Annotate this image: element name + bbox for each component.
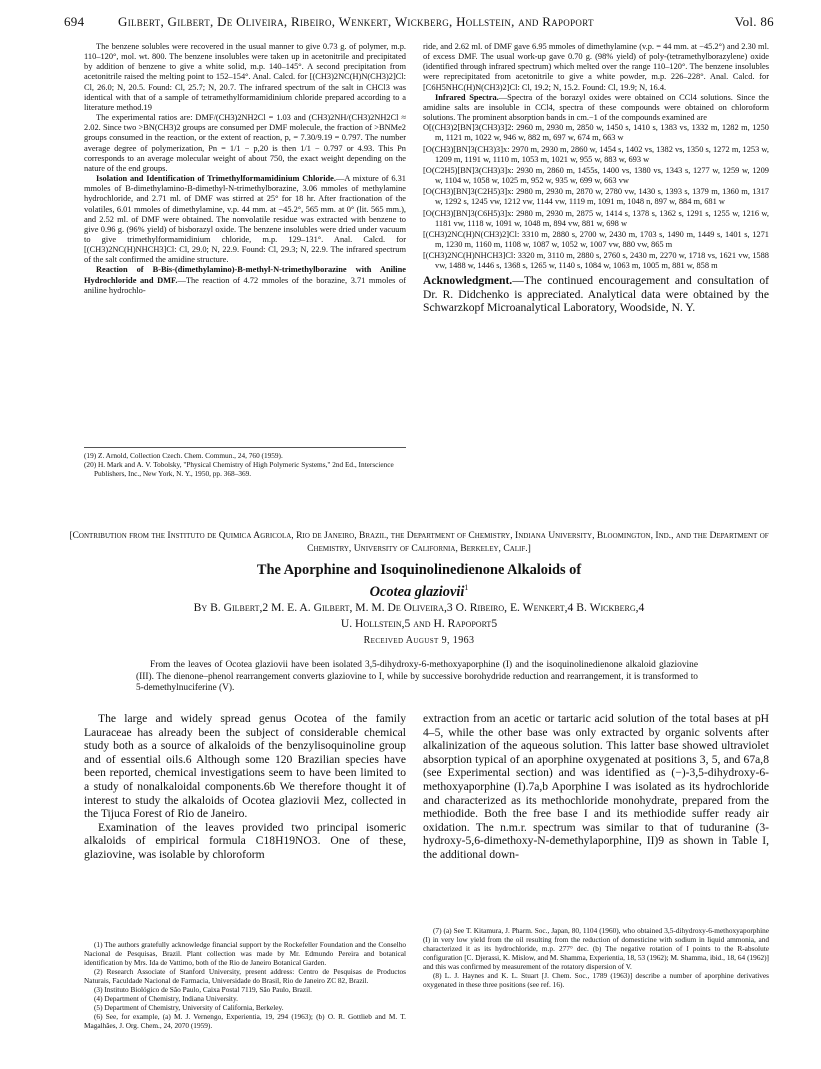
section-text: —A mixture of 6.31 mmoles of B-dimethylamino-B-dimethyl-N-trimethylborazine, 3.06 mmoles of methylamine hydrochloride, and 2.71 ml. of DMF was stirred at 25° for 18 hr. After fractionation of the volatiles, 6.01 mmoles of dimethylamine, v.p. 44 mm. at −45.2°, 565 mm. at 0° (lit. 565 mm.), and 2.52 ml. of DMF were obtained. The nonvolatile residue was extracted with benzene to give 0.96 g. (96% yield) of bisborazyl oxide. The benzene insolubles were dried under vacuum to give trimethylformamidinium chloride, m.p. 129–131°. Anal. Calcd. for [(CH3)2NC(H)NHCH3]Cl: Cl, 29.0; N, 22.9. Found: Cl, 29.3; N, 22.9. The infrared spectrum of the salt confirmed the amidine structure. (84, 174, 406, 265)
abstract (136, 660, 698, 695)
footnote: (1) The authors gratefully acknowledge financial support by the Rockefeller Foundation and the Conselho Nacional de Pesquisas, Brazil. Plant collection was made by Mr. Edmundo Pereira and botanical identification by Mrs. Ida de Vattimo, both of the Rio de Janeiro Botanical Garden. (84, 940, 406, 968)
footnote: (8) L. J. Haynes and K. L. Stuart [J. Chem. Soc., 1789 (1963)] describe a number of aporphine derivatives oxygenated in these three positions (see ref. 16). (423, 971, 769, 990)
body-paragraph: extraction from an acetic or tartaric acid solution of the total bases at pH 4–5, while the other base was only extracted by organic solvents after alkalinization of the aqueous solution. This latter base showed ultraviolet absorption typical of an aporphine oxygenated at positions 3, 5, and 67a,8 (see Experimental section) and was identified as (−)-3,5-dihydroxy-6-methoxyaporphine (I).7a,b Aporphine I was isolated as its hydrochloride and characterized as its methochloride monohydrate, prepared from the methiodide. Both the free base I and its methiodide suffer ready air oxidation. The n.m.r. spectrum was similar to that of tuduranine (3-hydroxy-5,6-dimethoxy-N-demethylaporphine, II)9 as shown in Table I, the additional down- (423, 712, 769, 861)
section-heading: Isolation and Identification of Trimethylformamidinium Chloride. (96, 174, 336, 184)
footnote: (3) Instituto Biológico de São Paulo, Caixa Postal 7119, São Paulo, Brazil. (94, 985, 313, 995)
received-date: Received August 9, 1963 (363, 635, 475, 646)
authors-line: U. Hollstein,5 and H. Rapoport5 (340, 617, 498, 630)
spectrum-entry: [O(C2H5)[BN]3(CH3)3]x: 2930 m, 2860 m, 1455s, 1400 vs, 1380 vs, 1343 s, 1277 w, 1259 w, 1209 w, 1104 w, 1058 w, 1025 m, 952 w, 935 w, 699 w, 663 vw (423, 165, 769, 186)
prev-article-right-column (423, 42, 769, 314)
abstract-text: From the leaves of Ocotea glaziovii have been isolated 3,5-dihydroxy-6-methoxyaporphine (I) and the isoquinolinedienone alkaloid glaziovine (III). The dienone–phenol rearrangement converts glaziovine to I, while by successive borohydride reduction and rearrangement, it is transformed to 5-demethylnuciferine (V). (136, 660, 698, 693)
acknowledgment (423, 274, 769, 314)
footnote: (20) H. Mark and A. V. Tobolsky, "Physical Chemistry of High Polymeric Systems," 2nd Ed., Interscience Publishers, Inc., New York, N. Y., 1950, pp. 368–369. (84, 460, 394, 478)
footnote: (5) Department of Chemistry, University of California, Berkeley. (94, 1003, 284, 1013)
spectrum-entry: [(CH3)2NC(H)NHCH3]Cl: 3320 m, 3110 m, 2880 s, 2760 s, 2430 m, 2270 w, 1718 vs, 1621 vw, 1588 vw, 1488 w, 1446 s, 1368 s, 1265 w, 1140 s, 1084 w, 1063 m, 1005 m, 881 w, 858 m (423, 251, 769, 271)
section-heading: Infrared Spectra. (435, 92, 499, 102)
spectrum-entry: [O(CH3)[BN]3(C6H5)3]x: 2980 m, 2930 m, 2875 w, 1414 s, 1378 s, 1362 s, 1291 s, 1255 w, 1216 w, 1181 vw, 1118 w, 1091 w, 1048 m, 894 vw, 881 w, 698 w (423, 208, 769, 228)
prev-article-footnotes (84, 447, 406, 478)
ack-heading: Acknowledgment. (423, 274, 513, 288)
section-text: —The reaction of 4.72 mmoles of the borazine, 3.71 mmoles of aniline hydrochlo- (84, 275, 406, 295)
article-title (64, 561, 774, 601)
spectra-list (423, 123, 769, 271)
title-line: The Aporphine and Isoquinolinedienone Alkaloids of (256, 562, 582, 578)
section-isolation (84, 174, 406, 265)
authors-line: By B. Gilbert,2 M. E. A. Gilbert, M. M. De Oliveira,3 O. Ribeiro, E. Wenkert,4 B. Wickberg,4 (193, 601, 645, 614)
contribution-line: [Contribution from the Instituto de Quimica Agricola, Rio de Janeiro, Brazil, the Department of Chemistry, Indiana University, Bloomington, Ind., and the Department of Chemistry, University of California, Berkeley, Calif.] (69, 530, 769, 554)
footnote: (19) Z. Arnold, Collection Czech. Chem. Commun., 24, 760 (1959). (84, 451, 283, 460)
title-species: Ocotea glaziovii (369, 583, 465, 600)
author-list (64, 600, 774, 632)
article-footnotes-left (84, 940, 406, 1030)
running-header (64, 14, 774, 34)
spectrum-entry: O[(CH3)2[BN]3(CH3)3]2: 2960 m, 2930 m, 2850 w, 1450 s, 1410 s, 1383 vs, 1332 m, 1282 m, 1250 m, 1121 m, 1022 w, 946 w, 882 m, 697 w, 674 m, 663 w (423, 123, 769, 143)
body-left-column (84, 712, 406, 862)
spectrum-entry: [(CH3)2NC(H)N(CH3)2]Cl: 3310 m, 2880 s, 2700 w, 2430 m, 1703 s, 1490 m, 1449 s, 1401 s, 1271 m, 1230 m, 1160 m, 1108 w, 1087 w, 1052 w, 1007 vw, 880 vw, 865 m (423, 229, 769, 249)
title-line-2 (64, 579, 774, 601)
footnote: (7) (a) See T. Kitamura, J. Pharm. Soc., Japan, 80, 1104 (1960), who obtained 3,5-dihydroxy-6-methoxyaporphine (I) in very low yield from the oil resulting from the reduction of domesticine with sodium in liquid ammonia, and characterized it as its hydrochloride, m.p. 277° dec. (b) The negative rotation of I points to the R-absolute configuration [C. Djerassi, K. Mislow, and M. Shamma, Experientia, 18, 53 (1962); M. Shamma, ibid., 18, 64 (1962)] and this was confirmed by measurement of the rotatory dispersion of V. (423, 926, 769, 972)
prev-paragraph: The experimental ratios are: DMF/(CH3)2NH2Cl = 1.03 and (CH3)2NH/(CH3)2NH2Cl ≈ 2.02. Since two >BN(CH3)2 groups are consumed per DMF molecule, the fraction of >BNMe2 groups consumed in the reaction, or the extent of reaction, p, = 7.30/9.19 = 0.797. The number average degree of polymerization, Pn = 1/1 − p,20 is then 1/1 − 0.797 or 4.93. This Pn corresponds to an average molecular weight of about 750, the exact weight depending on the nature of the end groups. (84, 113, 406, 173)
body-right-column (423, 712, 769, 862)
section-text: —Spectra of the borazyl oxides were obtained on CCl4 solutions. Since the amidine salts are insoluble in CCl4, spectra of these compounds were obtained on chloroform solutions. The prominent absorption bands in cm.−1 of the compounds examined are (423, 92, 769, 123)
spectrum-entry: [O(CH3)[BN]3(C2H5)3]x: 2980 m, 2930 m, 2870 w, 2780 vw, 1430 s, 1393 s, 1379 m, 1360 m, 1317 w, 1292 s, 1245 vw, 1212 vw, 1144 vw, 1119 m, 1091 m, 1048 n, 897 w, 884 m, 681 w (423, 187, 769, 207)
prev-article-left-column (84, 42, 406, 296)
article-footnotes-right (423, 926, 769, 989)
running-head-authors: Gilbert, Gilbert, De Oliveira, Ribeiro, Wenkert, Wickberg, Hollstein, and Rapoport (118, 14, 594, 29)
body-paragraph: Examination of the leaves provided two principal isomeric alkaloids of empirical formula C18H19NO3. One of these, glaziovine, was isolable by chloroform (84, 820, 406, 861)
ack-text: —The continued encouragement and consultation of Dr. R. Didchenko is appreciated. Analytical data were obtained by the Schwarzkopf Microanalytical Laboratory, Woodside, N. Y. (423, 274, 769, 314)
title-footnote-mark: 1 (464, 583, 469, 592)
footnote: (4) Department of Chemistry, Indiana University. (94, 994, 238, 1004)
section-heading: Reaction of B-Bis-(dimethylamino)-B-methyl-N-trimethylborazine with Aniline Hydrochloride and DMF. (84, 265, 406, 285)
page-number: 694 (64, 14, 85, 29)
footnote: (2) Research Associate of Stanford University, present address: Centro de Pesquisas de Productos Naturais, Faculdade Nacional de Farmacia, Universidade do Brasil, Rio de Janeiro ZC 82, Brazil. (84, 967, 406, 986)
prev-paragraph: The benzene solubles were recovered in the usual manner to give 0.73 g. of polymer, m.p. 110–120°, mol. wt. 800. The benzene insolubles were taken up in acetonitrile and precipitated by addition of benzene to give a white solid, m.p. 140–145°. A second precipitation from acetonitrile raised the melting point to 152–154°. Anal. Calcd. for [(CH3)2NC(H)N(CH3)2]Cl: Cl, 26.0; N, 20.5. Found: Cl, 25.7; N, 20.7. The infrared spectrum of the salt in CHCl3 was identical with that of a sample of tetramethylformamidinium chloride prepared according to a literature method.19 (84, 42, 406, 112)
footnote: (6) See, for example, (a) M. J. Vernengo, Experientia, 19, 294 (1963); (b) O. R. Gottlieb and M. T. Magalhães, J. Org. Chem., 24, 2070 (1959). (84, 1012, 406, 1031)
spectrum-entry: [O(CH3)[BN]3(CH3)3]x: 2970 m, 2930 m, 2860 w, 1454 s, 1402 vs, 1382 vs, 1350 s, 1272 m, 1253 w, 1209 m, 1191 w, 1110 m, 1053 m, 1021 w, 955 w, 883 w, 693 w (423, 144, 769, 164)
section-infrared (423, 93, 769, 123)
body-paragraph: The large and widely spread genus Ocotea of the family Lauraceae has already been the subject of considerable chemical study both as a source of alkaloids of the benzylisoquinoline group and of essential oils.6 Although some 120 Brazilian species have been reported, chemical investigations seem to have been limited to a study of nonalkaloidal components.6b We therefore thought it of interest to study the alkaloids of Ocotea glaziovii Mez, collected in the Tijuca Forest of Rio de Janeiro. (84, 712, 406, 821)
volume-label: Vol. 86 (734, 14, 774, 29)
section-reaction (84, 265, 406, 295)
prev-paragraph: ride, and 2.62 ml. of DMF gave 6.95 mmoles of dimethylamine (v.p. = 44 mm. at −45.2°) and 2.30 ml. of excess DMF. The usual work-up gave 0.70 g. (98% yield) of poly-(tetramethylborazylene) oxide (identified through infrared spectrum) which melted over the range 110–120°. The benzene insolubles were reprecipitated from acetonitrile to give a white powder, m.p. 226–228°. Anal. Calcd. for [C6H5NHC(H)N(CH3)2]Cl: Cl, 19.2; N, 15.2. Found: Cl, 19.9; N, 16.4. (423, 42, 769, 92)
